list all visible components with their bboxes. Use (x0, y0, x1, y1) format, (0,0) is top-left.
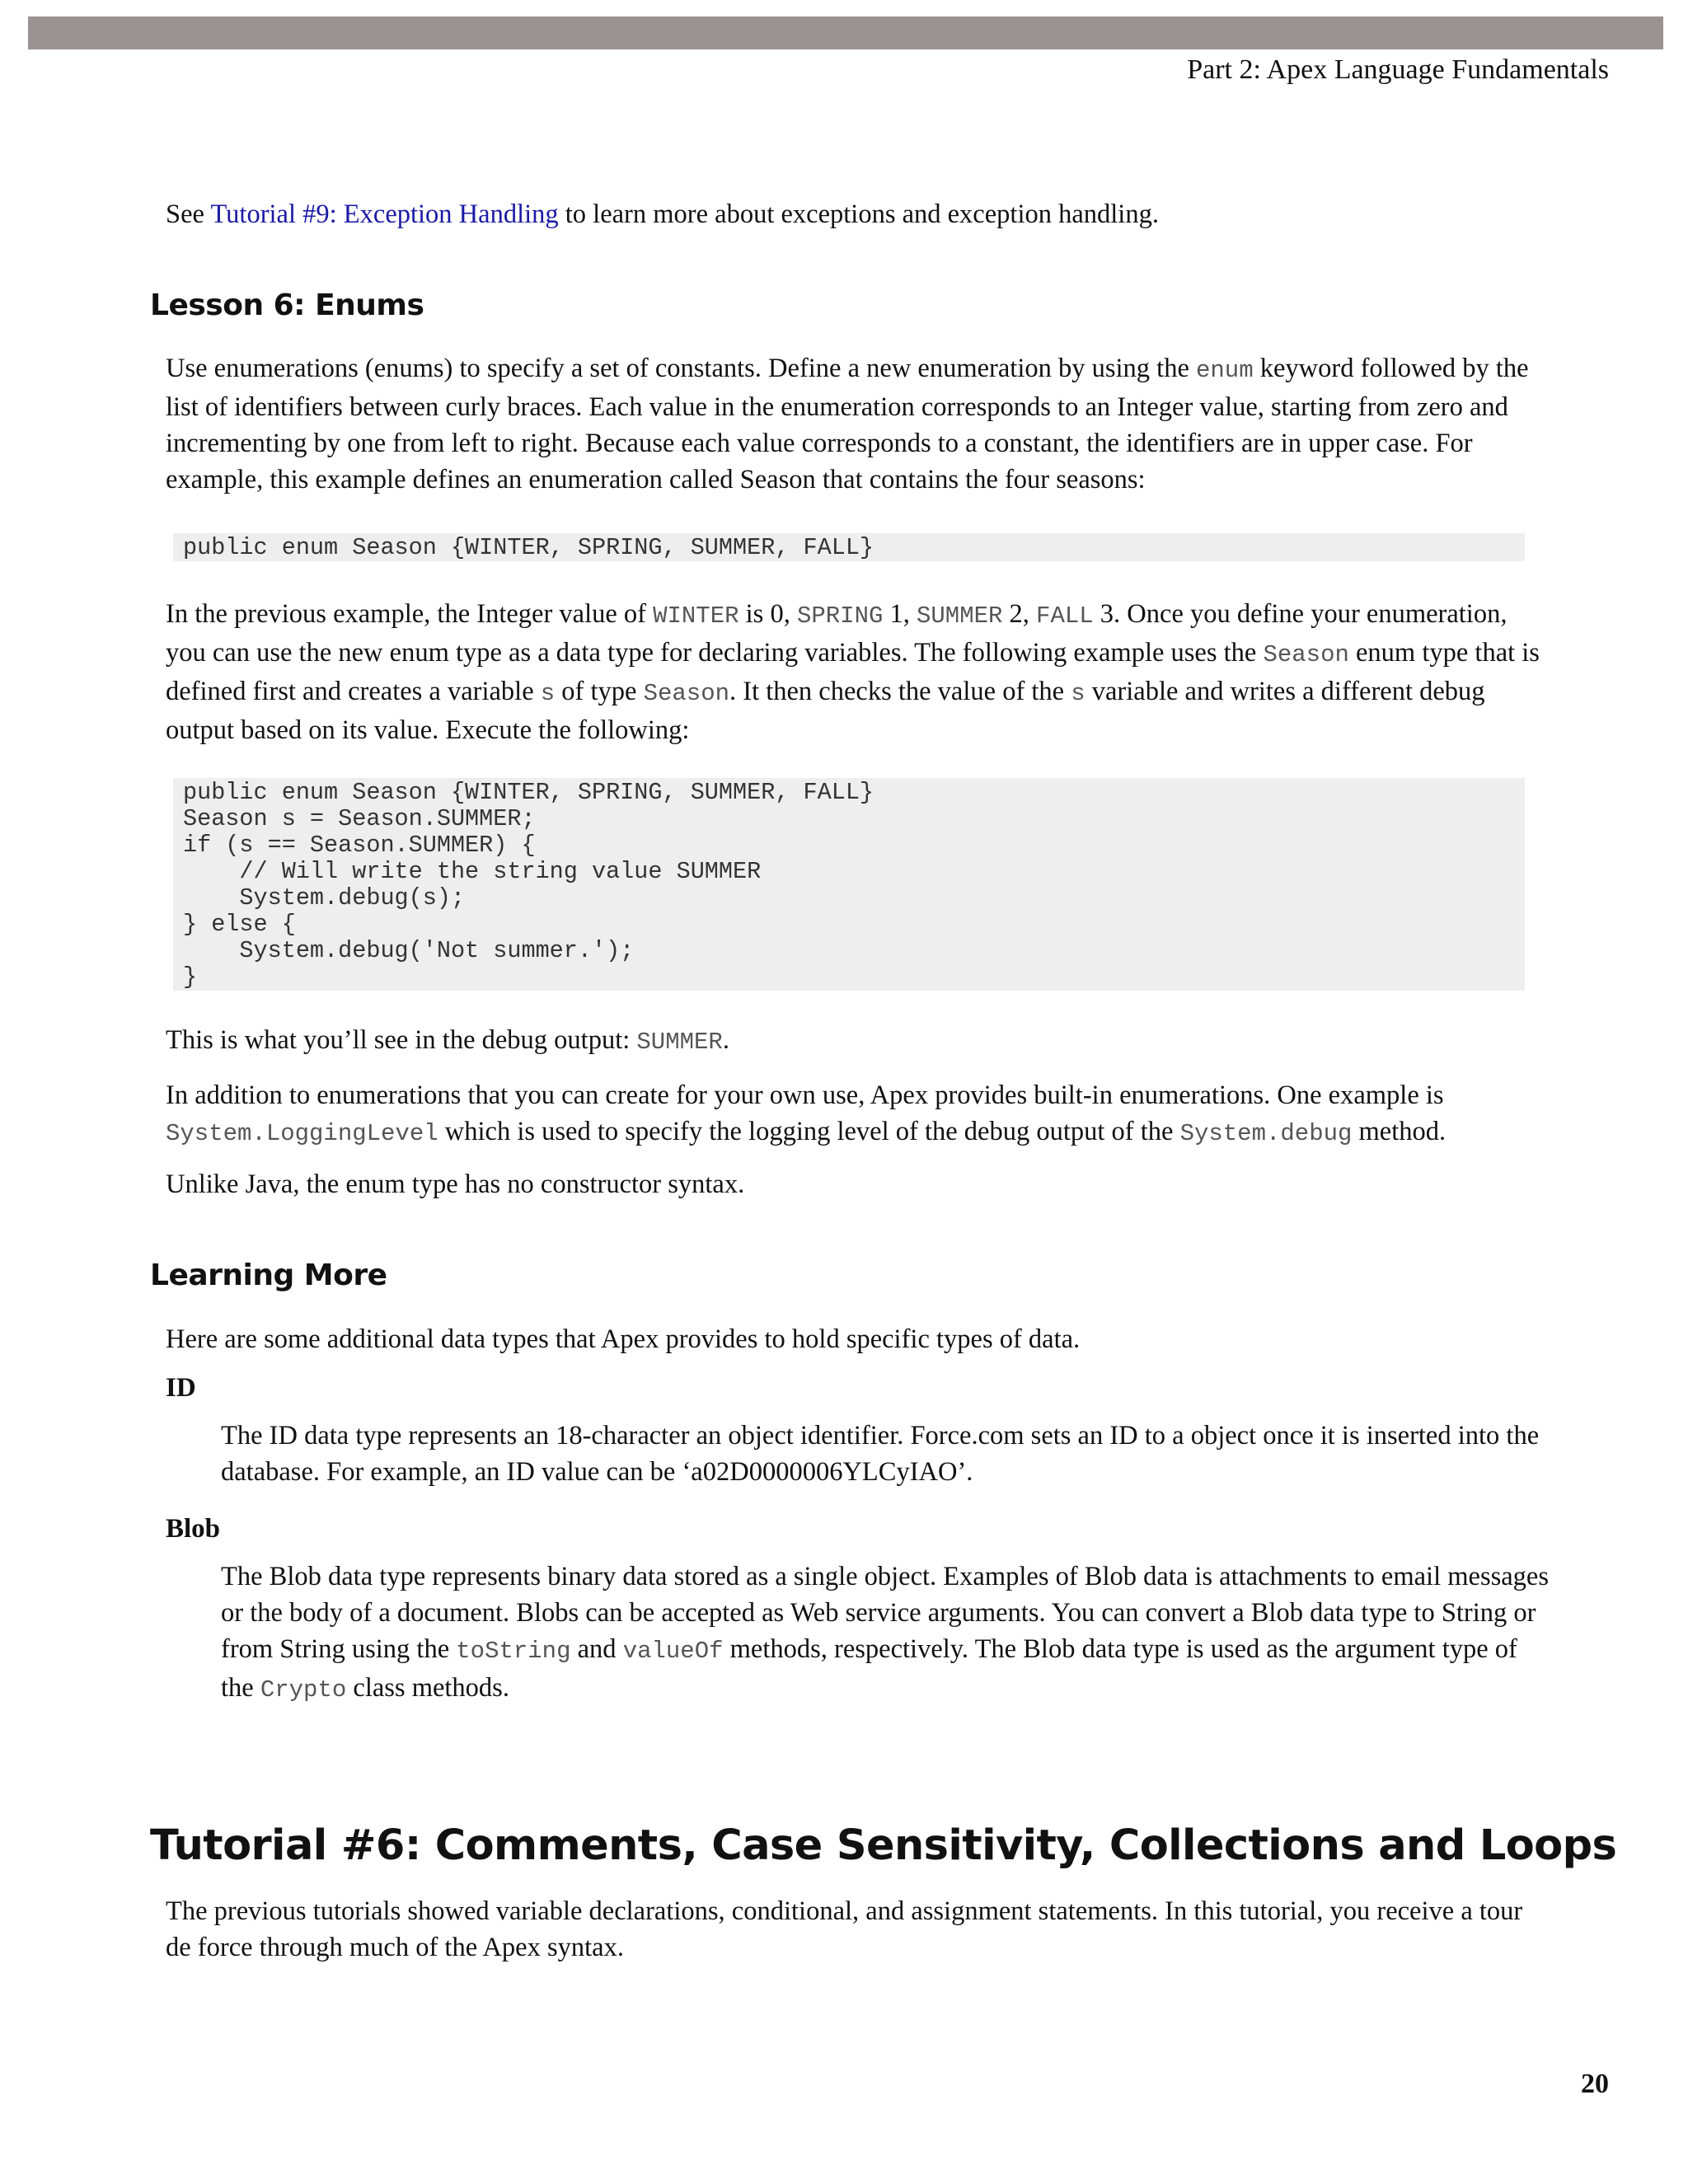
inline-code: Season (1263, 641, 1349, 668)
text-run: of type (555, 677, 644, 706)
id-term: ID (166, 1373, 196, 1403)
running-title: Part 2: Apex Language Fundamentals (1187, 54, 1609, 85)
inline-code: SPRING (796, 602, 884, 630)
blob-term: Blob (166, 1514, 221, 1544)
inline-code: s (1071, 680, 1085, 707)
text-run: 2, (1002, 599, 1037, 629)
learning-more-intro: Here are some additional data types that Apex provides to hold specific types of data. (166, 1324, 1081, 1354)
inline-code: FALL (1036, 602, 1094, 630)
text-run: methods, respectively. The Blob data type is used as the argument type of the (221, 1634, 1517, 1703)
lesson6-paragraph-5: Unlike Java, the enum type has no constructor syntax. (166, 1169, 745, 1199)
blob-definition (221, 1558, 1552, 1708)
text-run: class methods. (346, 1673, 509, 1703)
text-run: which is used to specify the logging level of the debug output of the (438, 1117, 1180, 1146)
lesson6-paragraph-3 (166, 1022, 1550, 1061)
tutorial6-heading: Tutorial #6: Comments, Case Sensitivity, Collections and Loops (150, 1821, 1617, 1870)
inline-code: System.debug (1179, 1120, 1353, 1147)
lesson6-paragraph-4 (166, 1077, 1550, 1152)
text-run: and (570, 1634, 623, 1664)
page-number: 20 (1581, 2069, 1609, 2099)
intro-suffix: to learn more about exceptions and exception handling. (558, 199, 1159, 229)
id-definition: The ID data type represents an 18-character an object identifier. Force.com sets an ID to a object once it is inserted into the database. For example, an ID value can be ‘a02D0000006YLCyIAO’. (221, 1421, 1540, 1487)
inline-code: Season (643, 680, 729, 707)
inline-code: Crypto (260, 1676, 347, 1704)
text-run: Use enumerations (enums) to specify a set of constants. Define a new enumeration by using the (166, 354, 1196, 383)
text-run: 3. Once you define your enumeration, you can use the new enum type as a data type for declaring variables. The following example uses the (166, 599, 1507, 668)
lesson6-paragraph-2 (166, 596, 1550, 748)
text-run: keyword followed by the list of identifiers between curly braces. Each value in the enumeration corresponds to an Integer value, starting from zero and incrementing by one from left to right. Because each value corresponds to a constant, the identifiers are in upper case. For example, this example defines an enumeration called Season that contains the four seasons: (166, 354, 1529, 494)
code-block-2: public enum Season {WINTER, SPRING, SUMMER, FALL} Season s = Season.SUMMER; if (s == Season.SUMMER) { // Will write the string value SUMMER System.debug(s); } else { System.debug('Not summer.'); } (173, 778, 1525, 991)
tutorial6-paragraph: The previous tutorials showed variable declarations, conditional, and assignment statements. In this tutorial, you receive a tour de force through much of the Apex syntax. (166, 1896, 1523, 1962)
learning-more-heading: Learning More (150, 1258, 387, 1292)
inline-code: valueOf (622, 1638, 724, 1665)
inline-code: WINTER (653, 602, 739, 630)
inline-code: SUMMER (917, 602, 1003, 630)
text-run: . (722, 1025, 729, 1055)
lesson6-paragraph-1 (166, 350, 1550, 498)
intro-paragraph (166, 196, 1550, 232)
text-run: . It then checks the value of the (729, 677, 1071, 706)
lesson6-heading: Lesson 6: Enums (150, 288, 424, 322)
text-run: is 0, (738, 599, 797, 629)
text-run: In the previous example, the Integer value of (166, 599, 654, 629)
inline-code: System.LoggingLevel (166, 1120, 438, 1147)
text-run: method. (1352, 1117, 1447, 1146)
intro-prefix: See (166, 199, 211, 229)
tutorial9-link[interactable]: Tutorial #9: Exception Handling (210, 199, 559, 229)
text-run: In addition to enumerations that you can create for your own use, Apex provides built-in enumerations. One example is (166, 1080, 1444, 1110)
inline-code: enum (1196, 357, 1254, 384)
inline-code: SUMMER (636, 1029, 723, 1056)
text-run: The Blob data type represents binary data stored as a single object. Examples of Blob data is attachments to email messages or the body of a document. Blobs can be accepted as Web service arguments. You can convert a Blob data type to String or from String using the (221, 1562, 1549, 1664)
text-run: 1, (883, 599, 917, 629)
code-block-1: public enum Season {WINTER, SPRING, SUMMER, FALL} (173, 533, 1525, 561)
inline-code: s (540, 680, 556, 707)
inline-code: toString (456, 1638, 571, 1665)
text-run: variable and writes a different debug output based on its value. Execute the following: (166, 677, 1485, 745)
text-run: enum type that is defined first and creates a variable (166, 638, 1540, 706)
text-run: This is what you’ll see in the debug output: (166, 1025, 637, 1055)
header-bar (28, 16, 1663, 49)
